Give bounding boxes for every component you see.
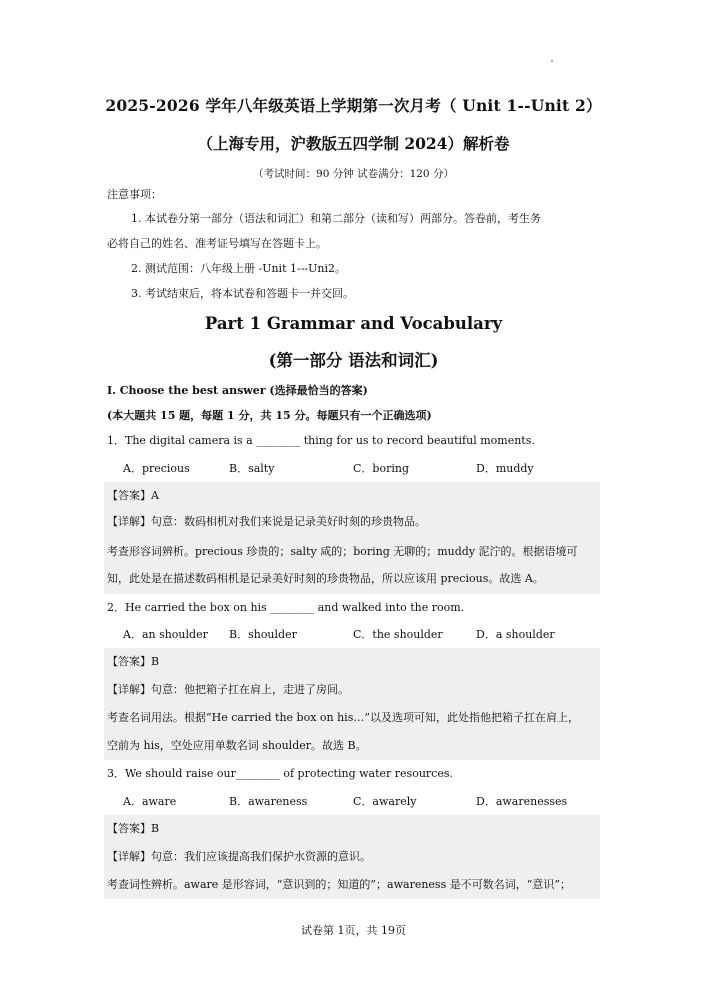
analysis-text: 考查形容词辨析。precious 珍贵的；salty 咸的；boring 无聊的；muddy 泥泞的。根据语境可 [107,545,578,558]
part-title-en: Part 1 Grammar and Vocabulary [204,314,503,333]
page-footer: 试卷第 1页，共 19页 [301,924,406,937]
note-item-2: 2. 测试范围：八年级上册 -Unit 1---Uni2。 [131,262,347,275]
question-stem: 2．He carried the box on his ________ and walked into the room. [107,601,465,614]
note-item-1: 1. 本试卷分第一部分（语法和词汇）和第二部分（读和写）两部分。答卷前，考生务 [131,212,541,225]
page-title: 2025-2026 学年八年级英语上学期第一次月考（ Unit 1--Unit 2） [105,96,602,115]
detail-text: 【详解】句意：数码相机对我们来说是记录美好时刻的珍贵物品。 [107,515,426,528]
analysis-text: 考查词性辨析。aware 是形容词，“意识到的；知道的”；awareness 是不可数名词，“意识”； [107,878,571,891]
option-c: C．boring [353,462,409,475]
option-c: C．awarely [353,795,417,808]
detail-text: 【详解】句意：他把箱子扛在肩上，走进了房间。 [107,683,349,696]
answer-label: 【答案】B [107,822,160,835]
notes-heading: 注意事项： [107,188,162,201]
option-a: A．precious [123,462,190,475]
option-a: A．aware [123,795,177,808]
option-c: C．the shoulder [353,628,443,641]
detail-text: 【详解】句意：我们应该提高我们保护水资源的意识。 [107,850,371,863]
question-stem: 1．The digital camera is a ________ thing for us to record beautiful moments. [107,434,535,447]
part-title-cn: (第一部分 语法和词汇) [268,351,439,370]
analysis-text: 考查名词用法。根据“He carried the box on his…”以及选项可知，此处指他把箱子扛在肩上， [107,711,579,724]
note-item-3: 3. 考试结束后，将本试卷和答题卡一并交回。 [131,287,354,300]
option-d: D．a shoulder [476,628,555,641]
section-instruction: (本大题共 15 题，每题 1 分，共 15 分。每题只有一个正确选项) [107,409,432,422]
option-a: A．an shoulder [123,628,208,641]
analysis-text-cont: 空前为 his，空处应用单数名词 shoulder。故选 B。 [107,739,367,752]
option-b: B．shoulder [229,628,297,641]
option-d: D．awarenesses [476,795,568,808]
scan-speck [551,60,553,62]
analysis-text-cont: 知，此处是在描述数码相机是记录美好时刻的珍贵物品，所以应该用 precious。故选 A。 [107,572,544,585]
answer-label: 【答案】A [107,489,159,502]
note-item-1-cont: 必将自己的姓名、准考证号填写在答题卡上。 [107,237,327,250]
option-b: B．awareness [229,795,308,808]
exam-meta: （考试时间：90 分钟 试卷满分：120 分） [253,168,454,180]
option-d: D．muddy [476,462,534,475]
section-heading: I. Choose the best answer (选择最恰当的答案) [107,384,368,397]
question-stem: 3．We should raise our________ of protecting water resources. [107,767,453,780]
option-b: B．salty [229,462,275,475]
answer-label: 【答案】B [107,655,160,668]
page-subtitle: （上海专用，沪教版五四学制 2024）解析卷 [197,134,510,153]
